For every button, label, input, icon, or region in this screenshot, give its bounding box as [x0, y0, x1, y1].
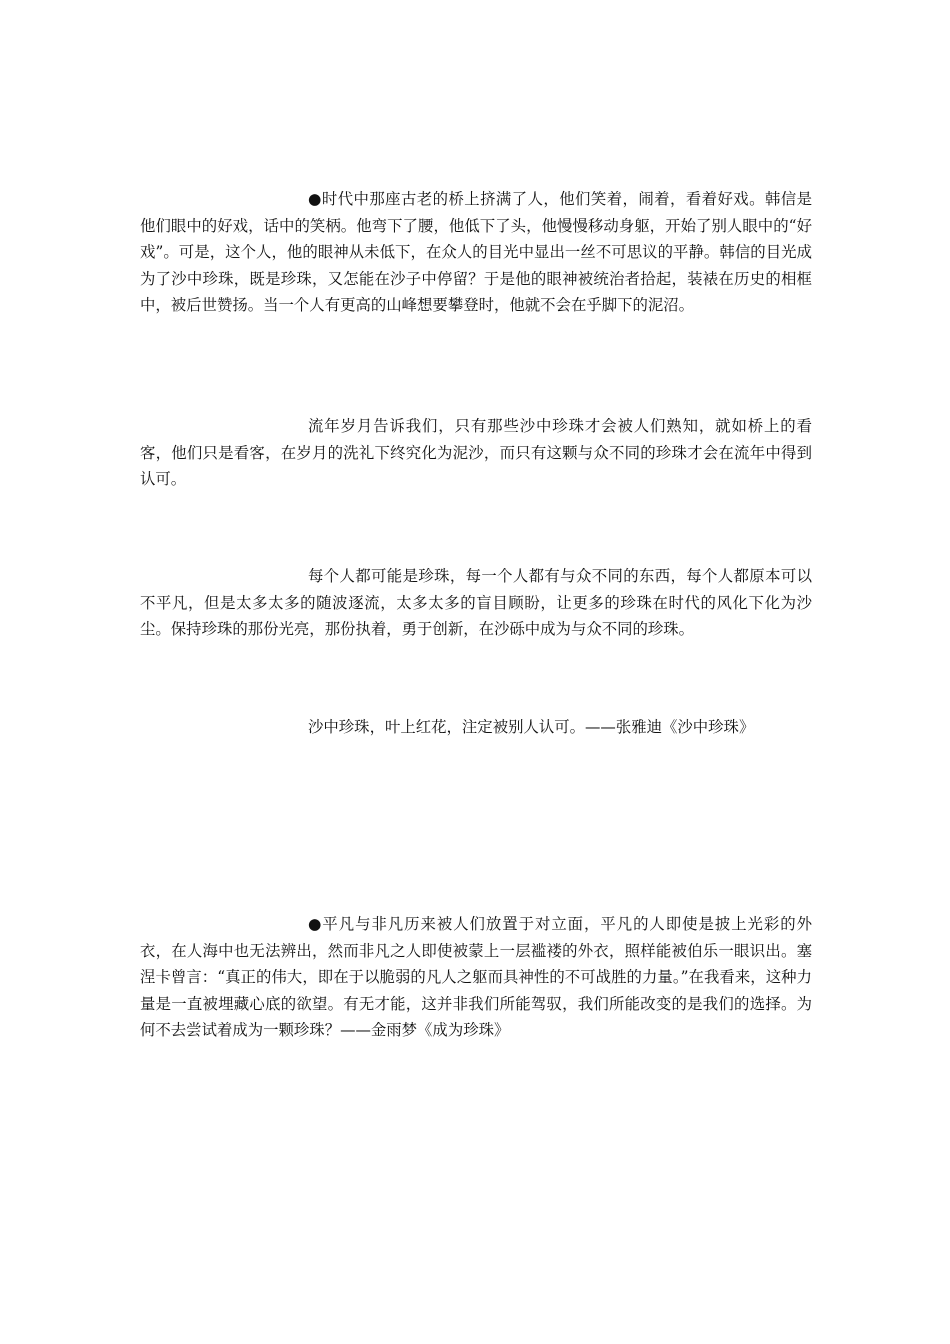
paragraph-everyone-pearl: 每个人都可能是珍珠，每一个人都有与众不同的东西，每个人都原本可以不平凡，但是太多太多的随波逐流，太多太多的盲目顾盼，让更多的珍珠在时代的风化下化为沙尘。保持珍珠的那份光亮，那份执着，勇于创新，在沙砾中成为与众不同的珍珠。: [140, 567, 812, 638]
paragraph-essay-signature: 沙中珍珠，叶上红花，注定被别人认可。——张雅迪《沙中珍珠》: [308, 718, 755, 736]
paragraph-years-tell-us: 流年岁月告诉我们，只有那些沙中珍珠才会被人们熟知，就如桥上的看客，他们只是看客，在岁月的洗礼下终究化为泥沙，而只有这颗与众不同的珍珠才会在流年中得到认可。: [140, 417, 812, 488]
paragraph-ordinary-extraordinary: ●平凡与非凡历来被人们放置于对立面，平凡的人即使是披上光彩的外衣，在人海中也无法辨出，然而非凡之人即使被蒙上一层褴褛的外衣，照样能被伯乐一眼识出。塞涅卡曾言：“真正的伟大，即在于以脆弱的凡人之躯而具神性的不可战胜的力量。”在我看来，这种力量是一直被埋藏心底的欲望。有无才能，这并非我们所能驾驭，我们所能改变的是我们的选择。为何不去尝试着成为一颗珍珠？——金雨梦《成为珍珠》: [140, 915, 812, 1039]
paragraph-han-xin: ●时代中那座古老的桥上挤满了人，他们笑着，闹着，看着好戏。韩信是他们眼中的好戏，话中的笑柄。他弯下了腰，他低下了头，他慢慢移动身躯，开始了别人眼中的“好戏”。可是，这个人，他的眼神从未低下，在众人的目光中显出一丝不可思议的平静。韩信的目光成为了沙中珍珠，既是珍珠，又怎能在沙子中停留？于是他的眼神被统治者拾起，装裱在历史的相框中，被后世赞扬。当一个人有更高的山峰想要攀登时，他就不会在乎脚下的泥沼。: [140, 190, 812, 314]
